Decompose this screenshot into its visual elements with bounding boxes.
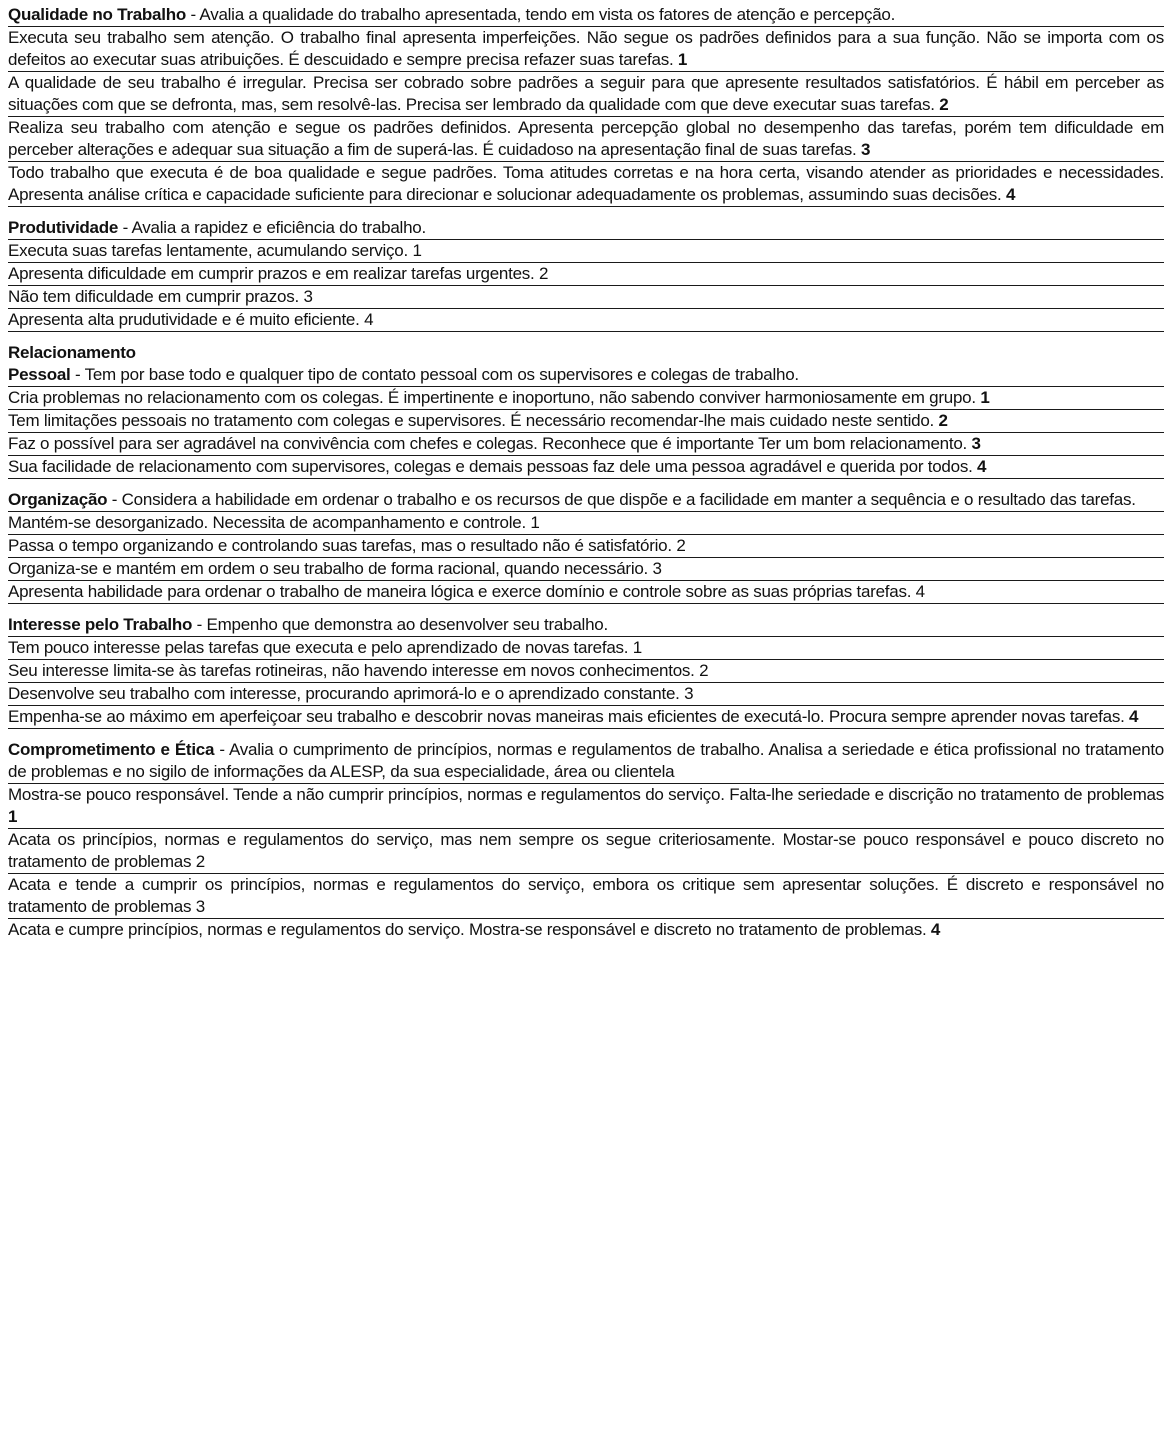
option-score: 2	[676, 536, 686, 555]
criterion-option	[8, 784, 1164, 829]
criterion-option	[8, 27, 1164, 72]
criterion-option	[8, 874, 1164, 919]
criterion-option	[8, 512, 1164, 535]
section-interesse	[8, 614, 1164, 729]
option-text: Empenha-se ao máximo em aperfeiçoar seu trabalho e descobrir novas maneiras mais eficientes de executá-lo. Procura sempre aprender novas tarefas.	[8, 707, 1125, 726]
criterion-option	[8, 309, 1164, 332]
option-text: Acata e cumpre princípios, normas e regulamentos do serviço. Mostra-se responsável e discreto no tratamento de problemas.	[8, 920, 927, 939]
section-description: - Avalia a rapidez e eficiência do trabalho.	[118, 218, 426, 237]
option-text: Apresenta alta prudutividade e é muito eficiente.	[8, 310, 360, 329]
option-score: 2	[699, 661, 709, 680]
option-text: Executa suas tarefas lentamente, acumulando serviço.	[8, 241, 408, 260]
option-score: 3	[652, 559, 662, 578]
section-organizacao	[8, 489, 1164, 604]
option-text: Tem limitações pessoais no tratamento com colegas e supervisores. É necessário recomendar-lhe mais cuidado neste sentido.	[8, 411, 934, 430]
criterion-option	[8, 535, 1164, 558]
option-text: Todo trabalho que executa é de boa qualidade e segue padrões. Toma atitudes corretas e na hora certa, visando atender as prioridades e necessidades. Apresenta análise crítica e capacidade suficiente para direcionar e solucionar adequadamente os problemas, assumindo suas decisões.	[8, 163, 1164, 204]
option-score: 3	[971, 434, 981, 453]
option-score: 4	[930, 920, 941, 939]
option-text: Mostra-se pouco responsável. Tende a não cumprir princípios, normas e regulamentos do serviço. Falta-lhe seriedade e discrição no tratamento de problemas	[8, 785, 1164, 804]
criterion-option	[8, 162, 1164, 207]
criterion-option	[8, 919, 1164, 941]
option-text: Passa o tempo organizando e controlando suas tarefas, mas o resultado não é satisfatório.	[8, 536, 672, 555]
criterion-option	[8, 660, 1164, 683]
section-header	[8, 4, 1164, 27]
option-score: 3	[195, 897, 205, 916]
section-description: - Empenho que demonstra ao desenvolver seu trabalho.	[192, 615, 608, 634]
section-header	[8, 614, 1164, 637]
criterion-option	[8, 706, 1164, 729]
criterion-option	[8, 829, 1164, 874]
section-supertitle: Relacionamento	[8, 343, 136, 362]
option-score: 2	[938, 411, 948, 430]
section-qualidade	[8, 4, 1164, 207]
option-score: 3	[303, 287, 313, 306]
section-header	[8, 739, 1164, 784]
option-text: Mantém-se desorganizado. Necessita de acompanhamento e controle.	[8, 513, 526, 532]
option-text: Executa seu trabalho sem atenção. O trabalho final apresenta imperfeições. Não segue os padrões definidos para a sua função. Não se importa com os defeitos ao executar suas atribuições. É descuidado e sempre precisa refazer suas tarefas.	[8, 28, 1164, 69]
criterion-option	[8, 117, 1164, 162]
option-text: Tem pouco interesse pelas tarefas que executa e pelo aprendizado de novas tarefas.	[8, 638, 629, 657]
criterion-option	[8, 558, 1164, 581]
section-description: - Considera a habilidade em ordenar o trabalho e os recursos de que dispõe e a facilidade em manter a sequência e o resultado das tarefas.	[107, 490, 1136, 509]
option-score: 1	[677, 50, 688, 69]
section-title: Qualidade no Trabalho	[8, 5, 186, 24]
section-comprometimento	[8, 739, 1164, 941]
section-header	[8, 364, 1164, 387]
option-score: 4	[1006, 185, 1016, 204]
section-title: Comprometimento e Ética	[8, 740, 215, 759]
option-score: 4	[915, 582, 925, 601]
option-text: Acata e tende a cumprir os princípios, normas e regulamentos do serviço, embora os critique sem apresentar soluções. É discreto e responsável no tratamento de problemas	[8, 875, 1164, 916]
option-score: 1	[980, 388, 990, 407]
option-score: 3	[684, 684, 694, 703]
criterion-option	[8, 581, 1164, 604]
option-score: 1	[8, 807, 18, 826]
section-header	[8, 489, 1164, 512]
option-text: Apresenta habilidade para ordenar o trabalho de maneira lógica e exerce domínio e controle sobre as suas próprias tarefas.	[8, 582, 912, 601]
section-relacionamento	[8, 342, 1164, 479]
section-title: Pessoal	[8, 365, 71, 384]
option-score: 4	[977, 457, 987, 476]
option-text: Não tem dificuldade em cumprir prazos.	[8, 287, 299, 306]
criterion-option	[8, 286, 1164, 309]
option-score: 4	[1129, 707, 1139, 726]
option-text: Cria problemas no relacionamento com os colegas. É impertinente e inoportuno, não sabendo conviver harmoniosamente em grupo.	[8, 388, 976, 407]
criterion-option	[8, 240, 1164, 263]
option-text: Desenvolve seu trabalho com interesse, procurando aprimorá-lo e o aprendizado constante.	[8, 684, 680, 703]
option-score: 2	[195, 852, 205, 871]
section-title: Organização	[8, 490, 108, 509]
option-text: Organiza-se e mantém em ordem o seu trabalho de forma racional, quando necessário.	[8, 559, 649, 578]
option-score: 1	[530, 513, 540, 532]
option-score: 1	[632, 638, 642, 657]
option-score: 4	[364, 310, 374, 329]
option-score: 3	[860, 140, 871, 159]
option-text: Realiza seu trabalho com atenção e segue os padrões definidos. Apresenta percepção global no desempenho das tarefas, porém tem dificuldade em perceber alterações e adequar sua situação a fim de superá-las. É cuidadoso na apresentação final de suas tarefas.	[8, 118, 1164, 159]
criterion-option	[8, 456, 1164, 479]
criterion-option	[8, 637, 1164, 660]
criterion-option	[8, 433, 1164, 456]
section-title: Interesse pelo Trabalho	[8, 615, 193, 634]
option-text: Apresenta dificuldade em cumprir prazos e em realizar tarefas urgentes.	[8, 264, 535, 283]
section-title: Produtividade	[8, 218, 119, 237]
criterion-option	[8, 72, 1164, 117]
section-description: - Avalia o cumprimento de princípios, normas e regulamentos de trabalho. Analisa a seriedade e ética profissional no tratamento de problemas e no sigilo de informações da ALESP, da sua especialidade, área ou clientela	[8, 740, 1165, 781]
section-produtividade	[8, 217, 1164, 332]
section-header	[8, 217, 1164, 240]
section-description: - Avalia a qualidade do trabalho apresentada, tendo em vista os fatores de atenção e percepção.	[186, 5, 896, 24]
option-text: Acata os princípios, normas e regulamentos do serviço, mas nem sempre os segue criteriosamente. Mostar-se pouco responsável e pouco discreto no tratamento de problemas	[8, 830, 1164, 871]
option-text: A qualidade de seu trabalho é irregular. Precisa ser cobrado sobre padrões a seguir para que apresente resultados satisfatórios. É hábil em perceber as situações com que se defronta, mas, sem resolvê-las. Precisa ser lembrado da qualidade com que deve executar suas tarefas.	[8, 73, 1164, 114]
option-score: 1	[412, 241, 422, 260]
option-score: 2	[539, 264, 549, 283]
criterion-option	[8, 683, 1164, 706]
option-score: 2	[939, 95, 949, 114]
option-text: Faz o possível para ser agradável na convivência com chefes e colegas. Reconhece que é importante Ter um bom relacionamento.	[8, 434, 968, 453]
criterion-option	[8, 387, 1164, 410]
criterion-option	[8, 263, 1164, 286]
section-description: - Tem por base todo e qualquer tipo de contato pessoal com os supervisores e colegas de trabalho.	[70, 365, 799, 384]
option-text: Seu interesse limita-se às tarefas rotineiras, não havendo interesse em novos conhecimentos.	[8, 661, 695, 680]
option-text: Sua facilidade de relacionamento com supervisores, colegas e demais pessoas faz dele uma pessoa agradável e querida por todos.	[8, 457, 973, 476]
criterion-option	[8, 410, 1164, 433]
